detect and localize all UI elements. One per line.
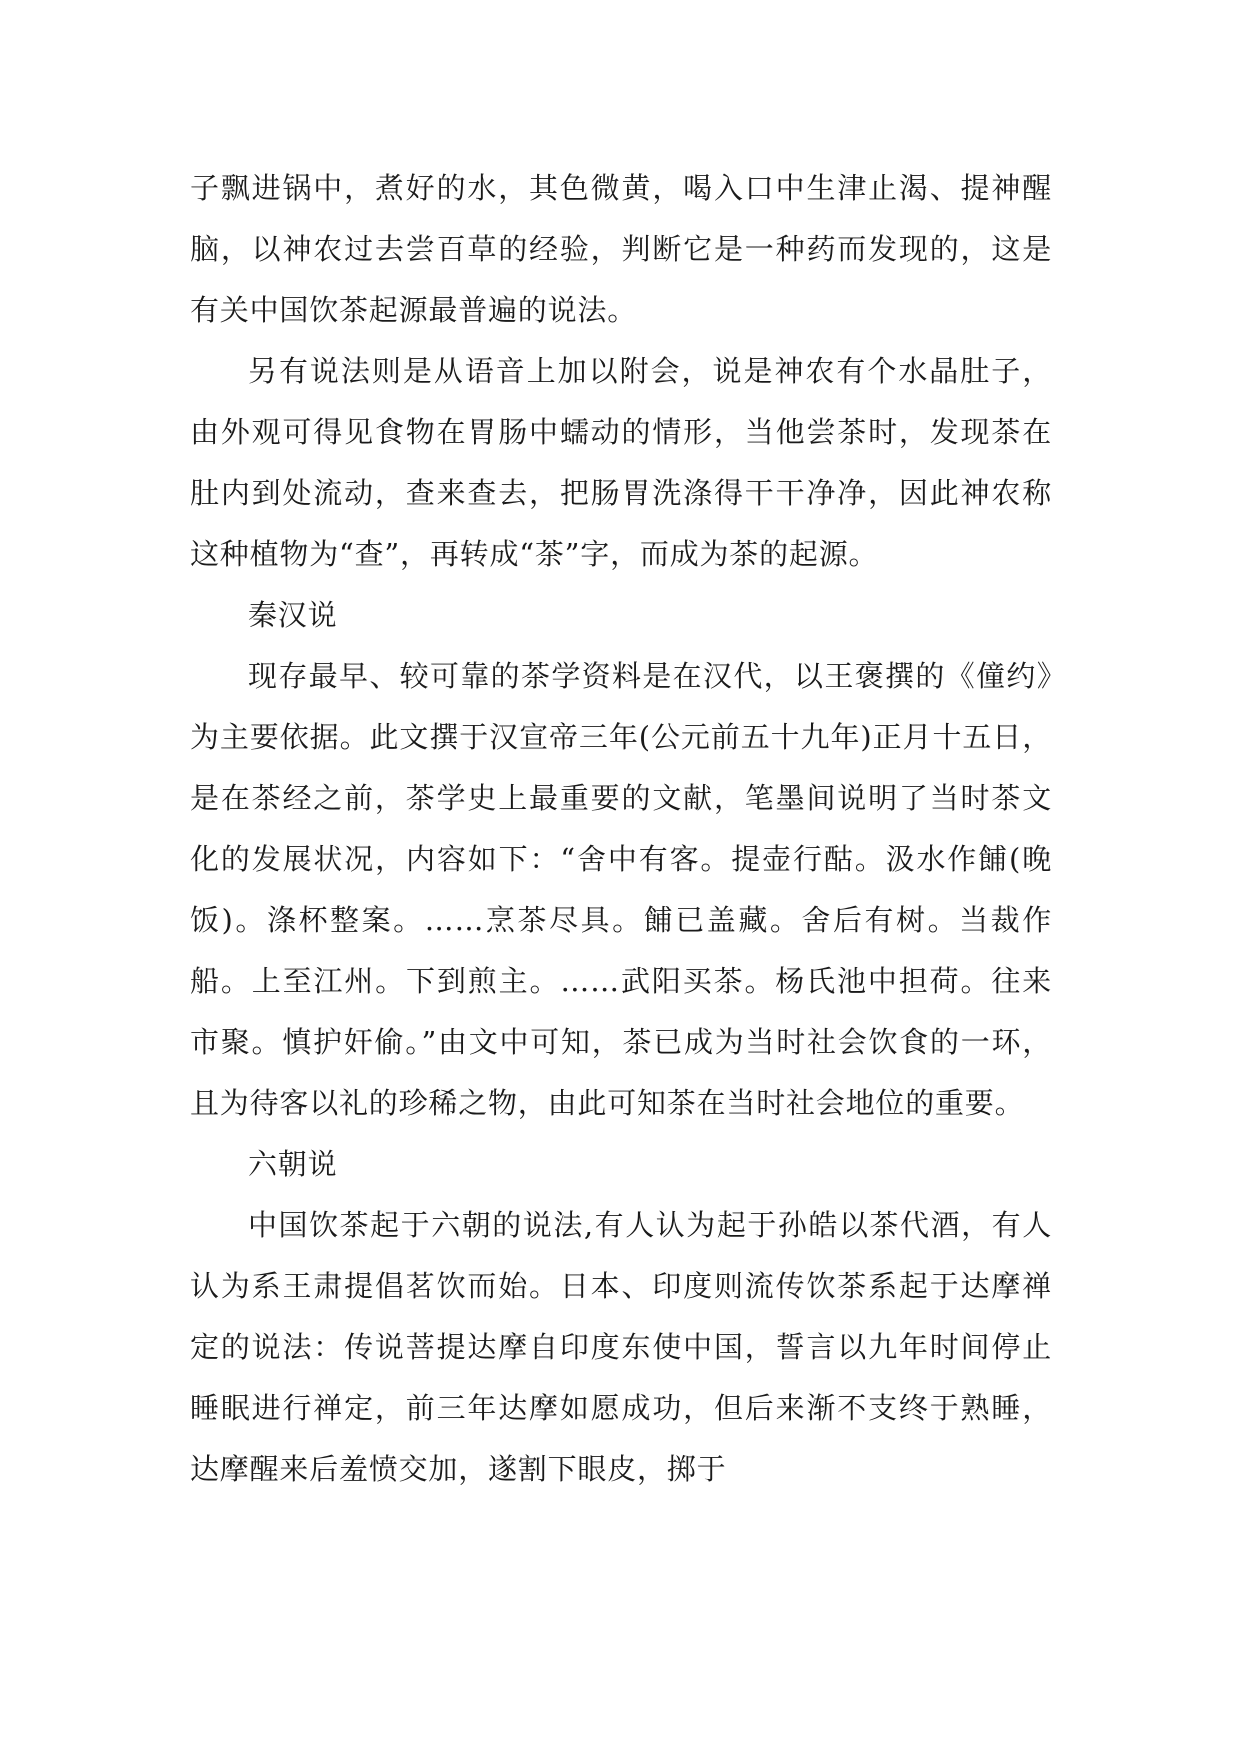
paragraph-phonetic-origin: 另有说法则是从语音上加以附会，说是神农有个水晶肚子，由外观可得见食物在胃肠中蠕动的情形，当他尝茶时，发现茶在肚内到处流动，查来查去，把肠胃洗涤得干干净净，因此神农称这种植物为“查”，再转成“茶”字，而成为茶的起源。	[190, 354, 1052, 571]
section-heading-six-dynasties: 六朝说	[248, 1147, 338, 1181]
paragraph-qin-han: 现存最早、较可靠的茶学资料是在汉代，以王褒撰的《僮约》为主要依据。此文撰于汉宣帝三年(公元前五十九年)正月十五日，是在茶经之前，茶学史上最重要的文献，笔墨间说明了当时茶文化的发展状况，内容如下：“舍中有客。提壶行酤。汲水作餔(晚饭)。涤杯整案。……烹茶尽具。餔已盖藏。舍后有树。当裁作船。上至江州。下到煎主。……武阳买茶。杨氏池中担荷。往来市聚。慎护奸偷。”由文中可知，茶已成为当时社会饮食的一环，且为待客以礼的珍稀之物，由此可知茶在当时社会地位的重要。	[190, 659, 1052, 1120]
section-heading-qin-han: 秦汉说	[248, 598, 338, 632]
document-page	[190, 158, 1052, 1500]
paragraph-continued: 子飘进锅中，煮好的水，其色微黄，喝入口中生津止渴、提神醒脑，以神农过去尝百草的经验，判断它是一种药而发现的，这是有关中国饮茶起源最普遍的说法。	[190, 171, 1052, 327]
paragraph-six-dynasties: 中国饮茶起于六朝的说法,有人认为起于孙皓以茶代酒，有人认为系王肃提倡茗饮而始。日本、印度则流传饮茶系起于达摩禅定的说法：传说菩提达摩自印度东使中国，誓言以九年时间停止睡眠进行禅定，前三年达摩如愿成功，但后来渐不支终于熟睡，达摩醒来后羞愤交加，遂割下眼皮，掷于	[190, 1208, 1052, 1486]
